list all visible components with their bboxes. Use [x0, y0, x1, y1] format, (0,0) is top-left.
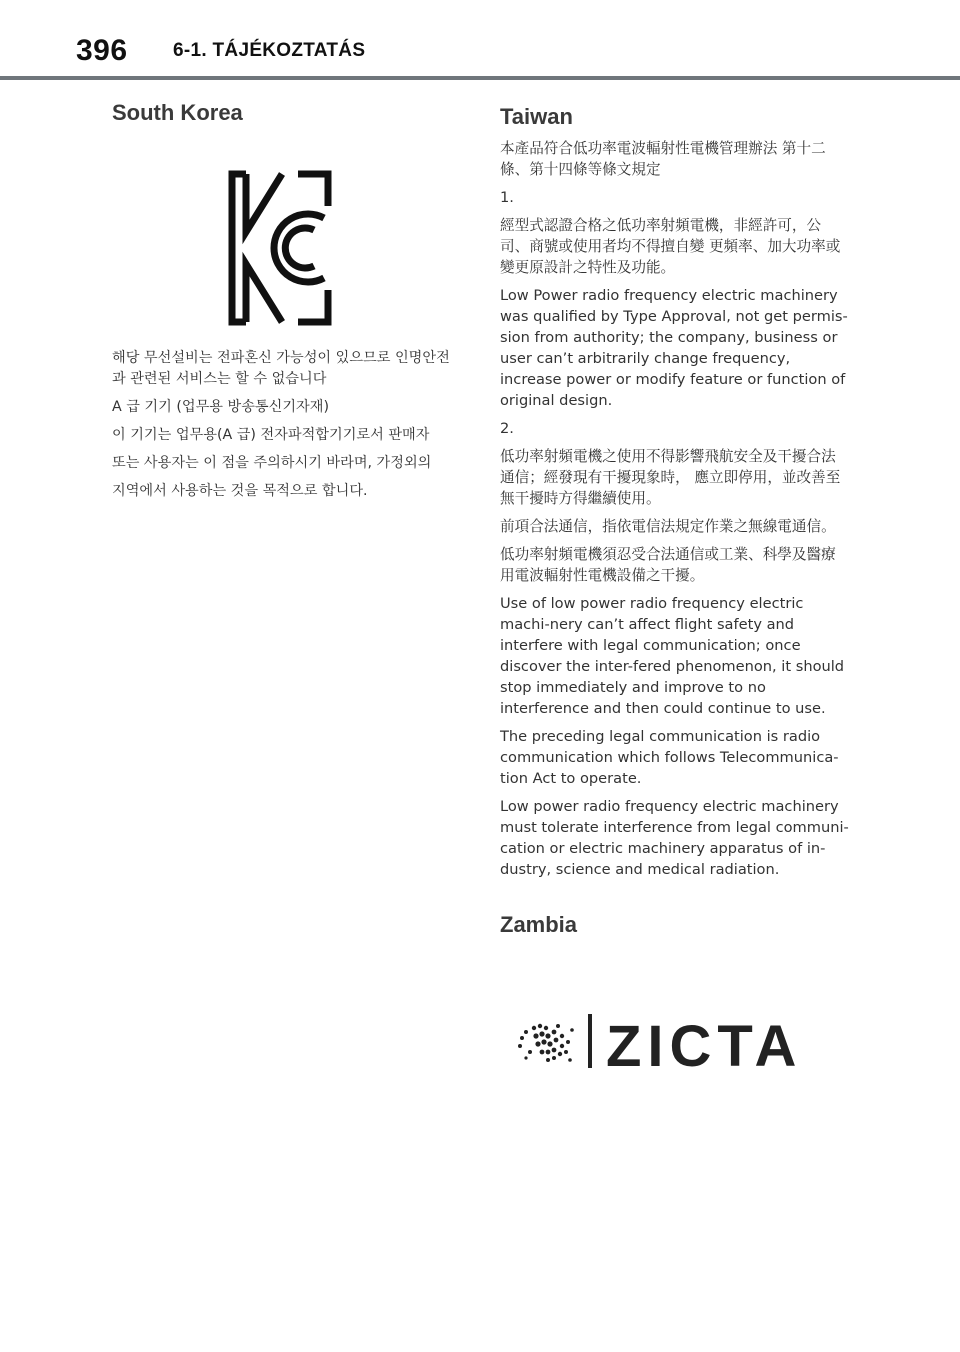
taiwan-paragraph: 前項合法通信，指依電信法規定作業之無線電通信。	[500, 518, 836, 535]
section-title: 6-1. TÁJÉKOZTATÁS	[173, 40, 366, 61]
taiwan-paragraph: Low Power radio frequency electric machinery was qualified by Type Approval, not get permis-sion from authority; the company, business or user can’t arbitrarily change frequency, increase power or modify feature or function of original design.	[500, 287, 848, 409]
zicta-logo	[512, 1006, 832, 1076]
zicta-wordmark: ZICTA	[606, 1014, 803, 1076]
taiwan-paragraph: 低功率射頻電機須忍受合法通信或工業、科學及醫療用電波輻射性電機設備之干擾。	[500, 546, 836, 584]
taiwan-paragraph: 2.	[500, 420, 514, 437]
taiwan-paragraph: 本產品符合低功率電波輻射性電機管理辦法 第十二條、第十四條等條文規定	[500, 140, 826, 178]
kc-mark-icon	[228, 170, 332, 326]
taiwan-paragraph: Low power radio frequency electric machinery must tolerate interference from legal communi-cation or electric machinery apparatus of in-dustry, science and medical radiation.	[500, 798, 849, 878]
taiwan-paragraph: Use of low power radio frequency electric machi-nery can’t affect flight safety and interfere with legal communication; once discover the inter-fered phenomenon, it should stop immediately and improve to no interference and then could continue to use.	[500, 595, 845, 717]
page-number: 396	[76, 34, 128, 67]
south-korea-paragraph: 지역에서 사용하는 것을 목적으로 합니다.	[112, 483, 368, 499]
page-header	[0, 0, 960, 80]
south-korea-heading: South Korea	[112, 100, 243, 125]
taiwan-section	[500, 104, 850, 887]
south-korea-paragraph: 또는 사용자는 이 점을 주의하시기 바라며, 가정외의	[112, 455, 432, 471]
south-korea-section	[112, 100, 462, 509]
taiwan-paragraph: 1.	[500, 189, 514, 206]
zicta-emblem-icon	[518, 1024, 574, 1062]
zambia-heading: Zambia	[500, 912, 578, 937]
south-korea-paragraph: A 급 기기 (업무용 방송통신기자재)	[112, 399, 329, 415]
south-korea-paragraph: 해당 무선설비는 전파혼신 가능성이 있으므로 인명안전과 관련된 서비스는 할 수 없습니다	[112, 350, 450, 387]
taiwan-paragraph: 經型式認證合格之低功率射頻電機，非經許可，公司、商號或使用者均不得擅自變 更頻率、加大功率或變更原設計之特性及功能。	[500, 217, 841, 276]
taiwan-heading: Taiwan	[500, 104, 573, 129]
taiwan-paragraph: 低功率射頻電機之使用不得影響飛航安全及干擾合法通信；經發現有干擾現象時， 應立即停用，並改善至無干擾時方得繼續使用。	[500, 448, 841, 507]
taiwan-paragraph: The preceding legal communication is radio communication which follows Telecommunica-tion Act to operate.	[500, 728, 839, 787]
south-korea-paragraph: 이 기기는 업무용(A 급) 전자파적합기기로서 판매자	[112, 427, 430, 443]
